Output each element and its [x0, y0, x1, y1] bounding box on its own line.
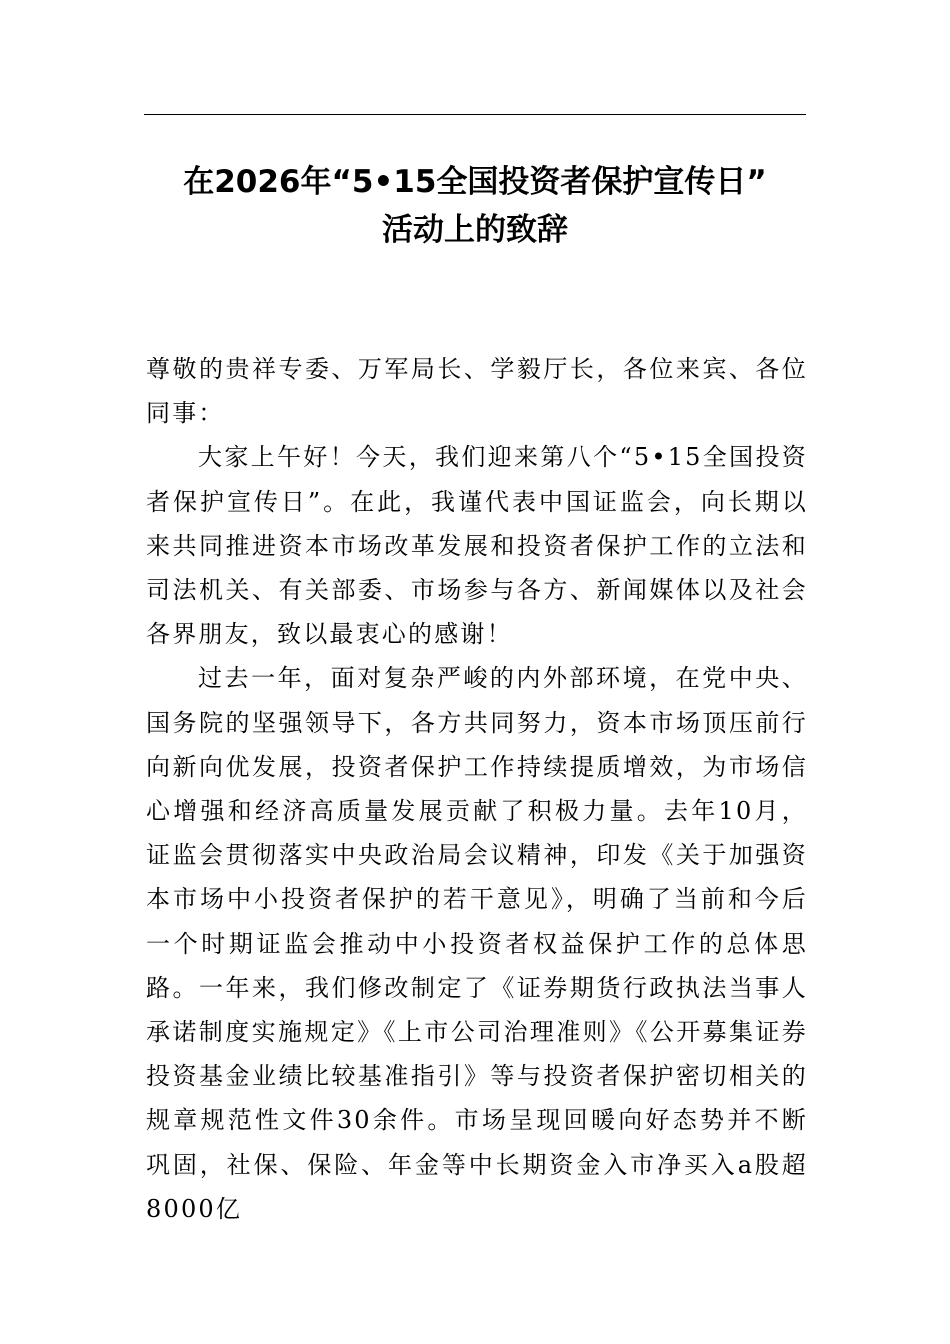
document-body	[146, 347, 808, 1231]
salutation: 尊敬的贵祥专委、万军局长、学毅厅长，各位来宾、各位同事：	[146, 355, 808, 428]
title-line-1: 在2026年“5•15全国投资者保护宣传日”	[183, 164, 767, 200]
header-rule	[144, 114, 806, 115]
paragraph-1: 大家上午好！今天，我们迎来第八个“5•15全国投资者保护宣传日”。在此，我谨代表中国证监会，向长期以来共同推进资本市场改革发展和投资者保护工作的立法和司法机关、有关部委、市场参与各方、新闻媒体以及社会各界朋友，致以最衷心的感谢！	[146, 443, 808, 649]
document-title	[100, 158, 850, 254]
title-line-2: 活动上的致辞	[382, 212, 568, 248]
paragraph-2: 过去一年，面对复杂严峻的内外部环境，在党中央、国务院的坚强领导下，各方共同努力，资本市场顶压前行向新向优发展，投资者保护工作持续提质增效，为市场信心增强和经济高质量发展贡献了积极力量。去年10月，证监会贯彻落实中央政治局会议精神，印发《关于加强资本市场中小投资者保护的若干意见》，明确了当前和今后一个时期证监会推动中小投资者权益保护工作的总体思路。一年来，我们修改制定了《证券期货行政执法当事人承诺制度实施规定》《上市公司治理准则》《公开募集证券投资基金业绩比较基准指引》等与投资者保护密切相关的规章规范性文件30余件。市场呈现回暖向好态势并不断巩固，社保、保险、年金等中长期资金入市净买入a股超8000亿	[146, 664, 808, 1223]
